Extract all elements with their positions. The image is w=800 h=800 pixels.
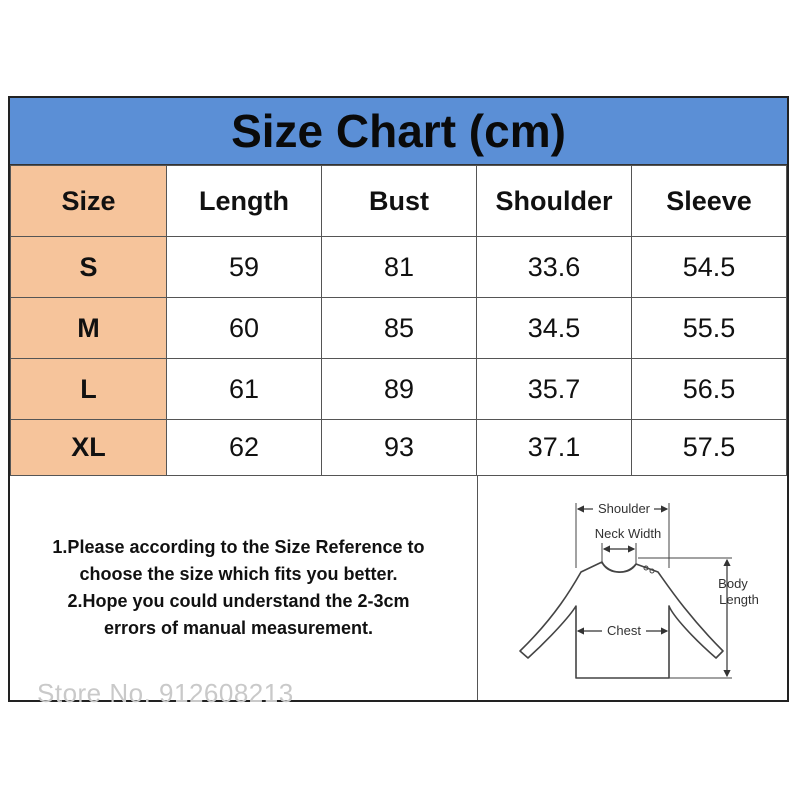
table-header-row: [11, 166, 787, 237]
size-cell: L: [11, 359, 167, 420]
size-chart: [8, 96, 789, 702]
table-row: [11, 298, 787, 359]
length-cell: 62: [167, 420, 322, 476]
sleeve-cell: 54.5: [632, 237, 787, 298]
store-watermark: Store No. 912608213: [37, 678, 294, 708]
size-cell: S: [11, 237, 167, 298]
table-row: [11, 420, 787, 476]
neck-width-label: Neck Width: [594, 526, 662, 541]
header-shoulder: Shoulder: [477, 166, 632, 237]
chart-title: Size Chart (cm): [231, 105, 566, 157]
neckline: [602, 562, 636, 572]
size-cell: M: [11, 298, 167, 359]
title-bar: [10, 98, 787, 165]
long-sleeve-shirt-icon: [478, 476, 787, 700]
note-line: 1.Please according to the Size Reference to: [52, 537, 425, 557]
note-line: choose the size which fits you better.: [79, 564, 398, 584]
size-cell: XL: [11, 420, 167, 476]
note-line: 2.Hope you could understand the 2-3cm: [67, 591, 410, 611]
shirt-outline: [520, 562, 723, 678]
bust-cell: 81: [322, 237, 477, 298]
header-bust: Bust: [322, 166, 477, 237]
bust-cell: 89: [322, 359, 477, 420]
shoulder-label: Shoulder: [597, 501, 651, 516]
note-line: errors of manual measurement.: [103, 618, 374, 638]
header-length: Length: [167, 166, 322, 237]
size-notes: [10, 476, 478, 700]
header-sleeve: Sleeve: [632, 166, 787, 237]
shoulder-cell: 34.5: [477, 298, 632, 359]
length-cell: 59: [167, 237, 322, 298]
chest-label: Chest: [607, 623, 641, 638]
body-length-label-1: Body: [718, 576, 748, 591]
sleeve-cell: 56.5: [632, 359, 787, 420]
header-size: Size: [11, 166, 167, 237]
sleeve-cell: 57.5: [632, 420, 787, 476]
shoulder-cell: 35.7: [477, 359, 632, 420]
length-cell: 60: [167, 298, 322, 359]
sleeve-cell: 55.5: [632, 298, 787, 359]
shoulder-cell: 33.6: [477, 237, 632, 298]
bust-cell: 85: [322, 298, 477, 359]
bust-cell: 93: [322, 420, 477, 476]
shoulder-cell: 37.1: [477, 420, 632, 476]
size-table: [10, 165, 787, 476]
table-row: [11, 359, 787, 420]
body-length-label-2: Length: [719, 592, 759, 607]
table-row: [11, 237, 787, 298]
length-cell: 61: [167, 359, 322, 420]
measurement-diagram: [478, 476, 787, 700]
